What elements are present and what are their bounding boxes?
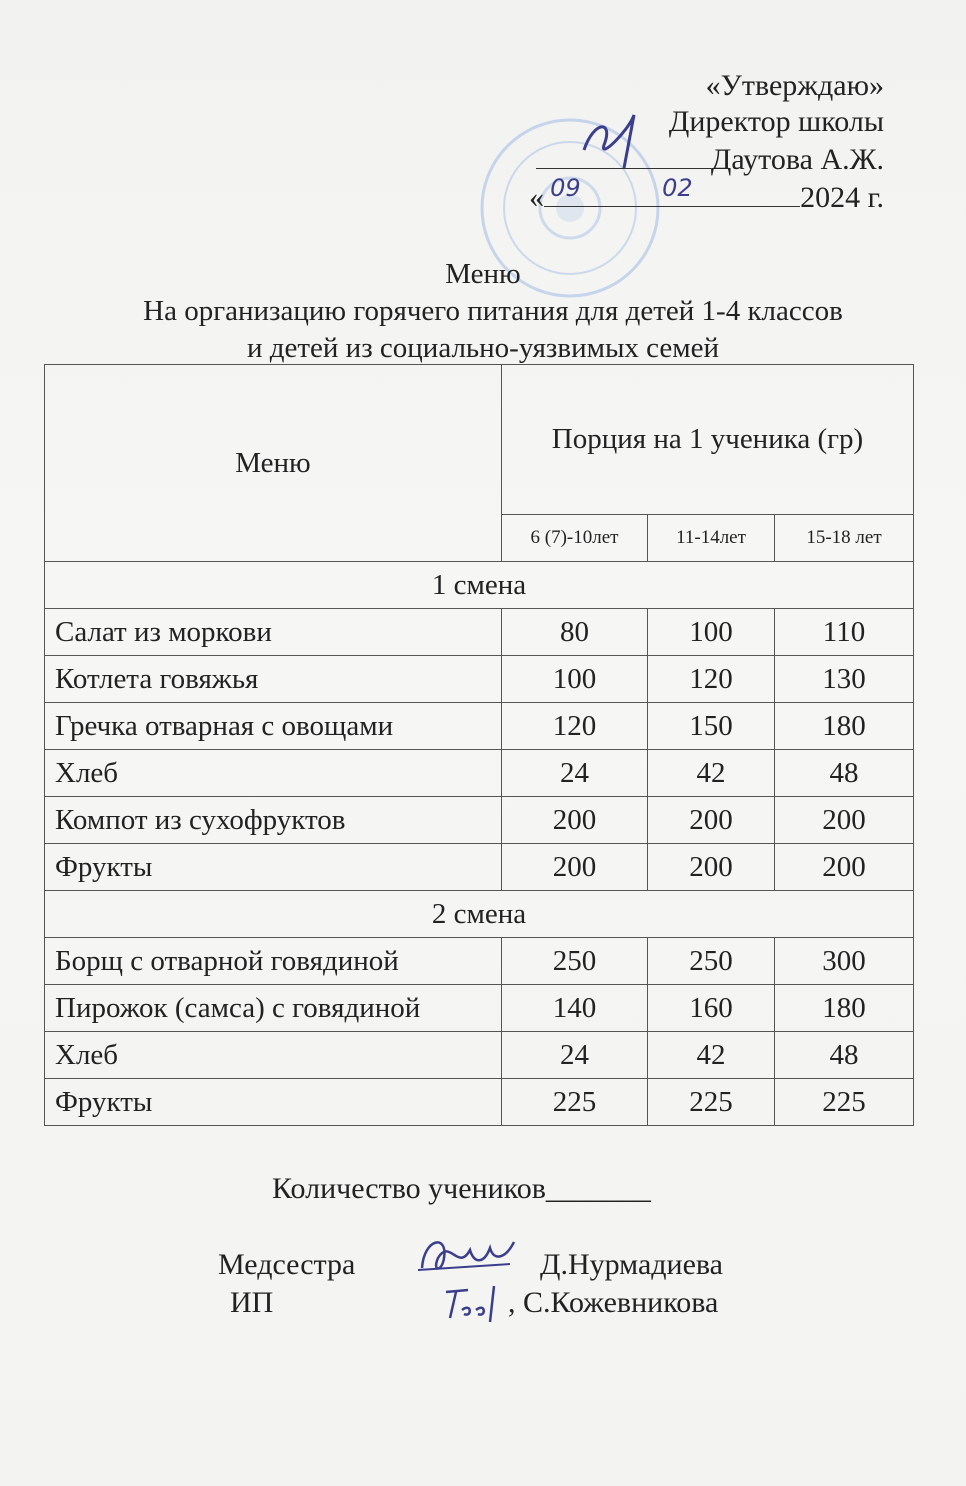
table-row [45,1079,914,1126]
ip-role: ИП [230,1286,274,1319]
menu-table [44,364,914,1126]
portion-value: 225 [775,1079,914,1126]
portion-value: 150 [648,703,775,750]
director-role: Директор школы [668,105,884,138]
director-name-line [529,140,884,178]
table-row [45,609,914,656]
nurse-signature [414,1228,524,1284]
dish-name: Фрукты [45,844,502,891]
director-signature [574,110,664,170]
dish-name: Салат из моркови [45,609,502,656]
portion-value: 42 [648,1032,775,1079]
dish-name: Хлеб [45,1032,502,1079]
age-group-2: 11-14лет [648,514,775,561]
title-line-2: На организацию горячего питания для детей 1-4 классов [143,295,843,327]
dish-name: Хлеб [45,750,502,797]
table-row [45,656,914,703]
portion-value: 250 [648,938,775,985]
table-row [45,844,914,891]
table-row [45,985,914,1032]
date-open-quote: « [529,181,545,214]
date-day: 09 [550,174,581,202]
shift-label: 1 смена [45,562,914,609]
portion-value: 180 [775,985,914,1032]
portion-value: 200 [775,844,914,891]
portion-value: 200 [775,797,914,844]
portion-value: 250 [502,938,648,985]
table-row [45,1032,914,1079]
dish-name: Фрукты [45,1079,502,1126]
portion-value: 200 [648,844,775,891]
portion-value: 42 [648,750,775,797]
shift-1 [45,562,914,891]
dish-name: Борщ с отварной говядиной [45,938,502,985]
dish-name: Пирожок (самса) с говядиной [45,985,502,1032]
portion-value: 300 [775,938,914,985]
age-group-1: 6 (7)-10лет [502,514,648,561]
age-group-3: 15-18 лет [775,514,914,561]
table-row [45,750,914,797]
portion-value: 160 [648,985,775,1032]
date-year: 2024 г. [800,181,884,214]
approval-date [529,174,884,216]
dish-name: Гречка отварная с овощами [45,703,502,750]
portion-value: 200 [502,797,648,844]
portion-value: 200 [648,797,775,844]
shift-label: 2 смена [45,891,914,938]
nurse-name: Д.Нурмадиева [540,1248,723,1281]
approval-heading: «Утверждаю» [705,69,884,102]
title-line-3: и детей из социально-уязвимых семей [246,332,720,364]
portion-value: 225 [502,1079,648,1126]
table-row [45,703,914,750]
portion-value: 100 [648,609,775,656]
header-menu: Меню [45,365,502,562]
portion-value: 120 [502,703,648,750]
portion-value: 110 [775,609,914,656]
portion-value: 180 [775,703,914,750]
date-blank [544,174,800,207]
dish-name: Компот из сухофруктов [45,797,502,844]
portion-value: 48 [775,750,914,797]
portion-value: 225 [648,1079,775,1126]
director-signature-blank [536,140,711,169]
portion-value: 24 [502,1032,648,1079]
header-portion: Порция на 1 ученика (гр) [502,365,914,515]
portion-value: 80 [502,609,648,656]
portion-value: 140 [502,985,648,1032]
table-row [45,797,914,844]
portion-value: 130 [775,656,914,703]
director-name: Даутова А.Ж. [710,143,884,176]
portion-value: 48 [775,1032,914,1079]
table-row [45,938,914,985]
date-month: 02 [662,174,693,202]
title-line-1: Меню [445,258,521,290]
portion-value: 100 [502,656,648,703]
nurse-role: Медсестра [218,1248,356,1281]
dish-name: Котлета говяжья [45,656,502,703]
portion-value: 120 [648,656,775,703]
portion-value: 24 [502,750,648,797]
ip-signature [442,1282,512,1326]
ip-name: , С.Кожевникова [508,1286,719,1319]
portion-value: 200 [502,844,648,891]
shift-2 [45,891,914,1126]
students-count: Количество учеников_______ [272,1172,651,1205]
approval-block [529,68,884,216]
document-title [0,256,966,367]
